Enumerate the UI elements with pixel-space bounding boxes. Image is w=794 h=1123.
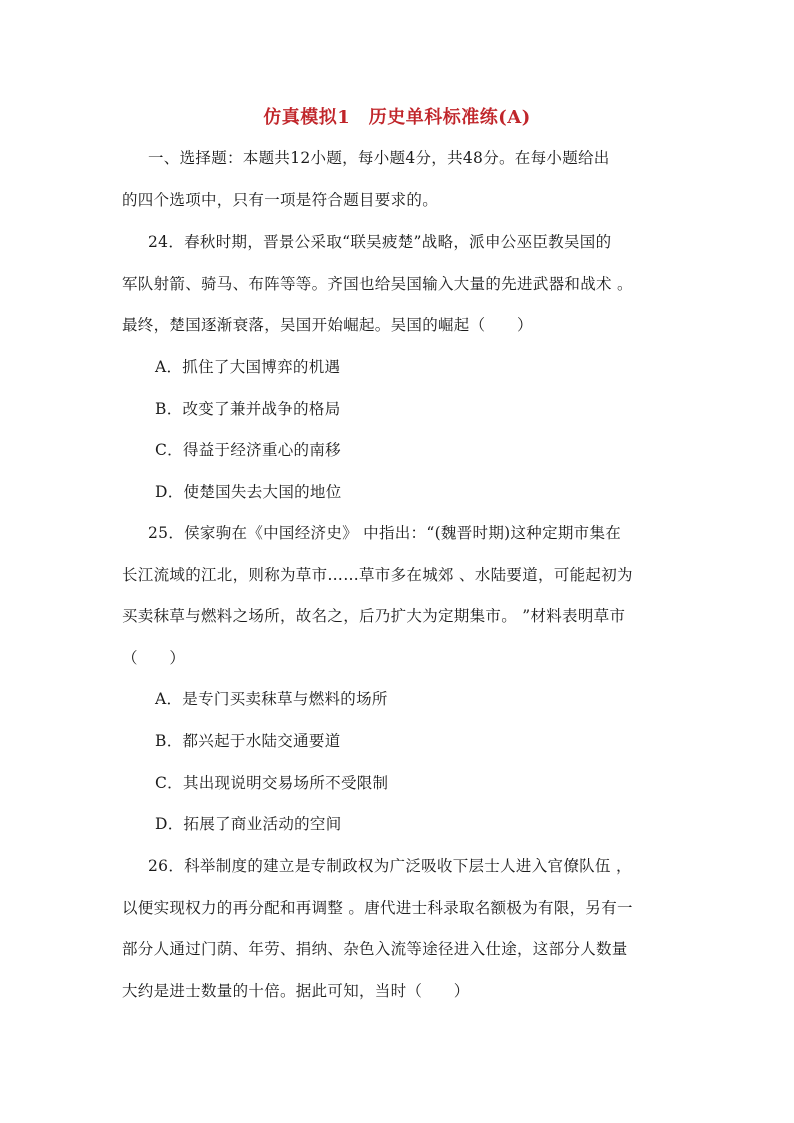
page-title: 仿真模拟1 历史单科标准练(A)	[263, 107, 531, 128]
question-25-stem-line-1: 25．侯家驹在《中国经济史》 中指出：“(魏晋时期)这种定期市集在	[148, 524, 622, 542]
question-24-option-a: A．抓住了大国博弈的机遇	[155, 358, 341, 376]
question-26-stem-line-3: 部分人通过门荫、年劳、捐纳、杂色入流等途径进入仕途，这部分人数量	[122, 940, 628, 958]
question-25-option-d: D．拓展了商业活动的空间	[155, 815, 342, 833]
question-25-stem-line-3: 买卖秣草与燃料之场所，故名之，后乃扩大为定期集市。 ”材料表明草市	[122, 607, 626, 625]
question-26-stem-line-4: 大约是进士数量的十倍。据此可知，当时（ ）	[122, 982, 470, 1000]
question-26-stem-line-2: 以便实现权力的再分配和再调整 。唐代进士科录取名额极为有限，另有一	[122, 899, 633, 917]
question-25-option-a: A．是专门买卖秣草与燃料的场所	[155, 690, 388, 708]
section-intro-line-1: 一、选择题：本题共12小题，每小题4分，共48分。在每小题给出	[148, 149, 610, 167]
question-24-stem-line-1: 24．春秋时期，晋景公采取“联吴疲楚”战略，派申公巫臣教吴国的	[148, 233, 612, 251]
section-intro-line-2: 的四个选项中，只有一项是符合题目要求的。	[122, 191, 439, 209]
question-24-option-d: D．使楚国失去大国的地位	[155, 483, 342, 501]
question-26-stem-line-1: 26．科举制度的建立是专制政权为广泛吸收下层士人进入官僚队伍 ，	[148, 857, 632, 875]
question-24-stem-line-2: 军队射箭、骑马、布阵等等。齐国也给吴国输入大量的先进武器和战术 。	[122, 275, 633, 293]
question-25-option-b: B．都兴起于水陆交通要道	[155, 732, 341, 750]
question-25-stem-line-2: 长江流域的江北，则称为草市……草市多在城郊 、水陆要道，可能起初为	[122, 566, 633, 584]
question-24-option-b: B．改变了兼并战争的格局	[155, 400, 341, 418]
question-24-stem-line-3: 最终，楚国逐渐衰落，吴国开始崛起。吴国的崛起（ ）	[122, 316, 533, 334]
question-24-option-c: C．得益于经济重心的南移	[155, 441, 341, 459]
question-25-stem-line-4: （ ）	[122, 649, 186, 667]
question-25-option-c: C．其出现说明交易场所不受限制	[155, 774, 389, 792]
